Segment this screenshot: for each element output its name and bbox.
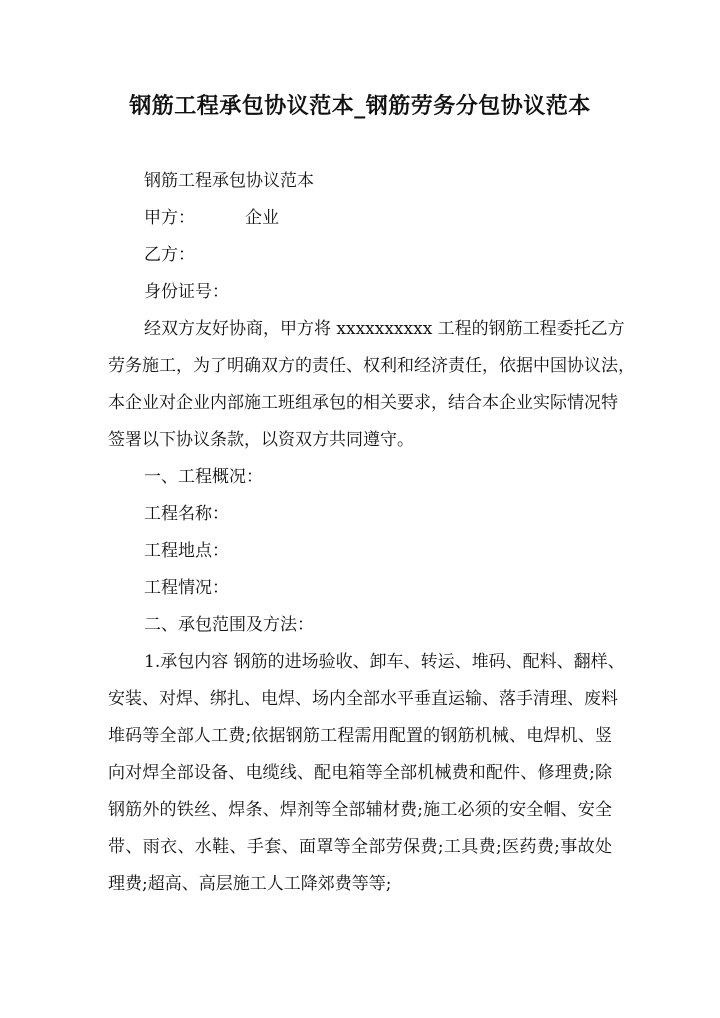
subtitle: 钢筋工程承包协议范本 bbox=[144, 171, 314, 191]
id-number-label: 身份证号： bbox=[144, 282, 229, 302]
project-name-label: 工程名称： bbox=[144, 504, 229, 524]
intro-line-2: 劳务施工，为了明确双方的责任、权利和经济责任，依据中国协议法， bbox=[108, 356, 635, 376]
party-a-label: 甲方： bbox=[144, 208, 195, 228]
party-a-value: 企业 bbox=[245, 208, 279, 228]
item-1-line-7: 理费;超高、高层施工人工降郊费等等; bbox=[108, 874, 392, 894]
document-body bbox=[108, 163, 635, 903]
item-1-line-1: 1.承包内容 钢筋的进场验收、卸车、转运、堆码、配料、翻样、 bbox=[144, 652, 625, 672]
party-b-label: 乙方： bbox=[144, 245, 195, 265]
project-status-label: 工程情况： bbox=[144, 578, 229, 598]
section-2-heading: 二、承包范围及方法： bbox=[144, 615, 314, 635]
intro-line-3: 本企业对企业内部施工班组承包的相关要求，结合本企业实际情况特 bbox=[108, 393, 618, 413]
item-1-line-3: 堆码等全部人工费;依据钢筋工程需用配置的钢筋机械、电焊机、竖 bbox=[108, 726, 612, 746]
item-1-line-6: 带、雨衣、水鞋、手套、面罩等全部劳保费;工具费;医药费;事故处 bbox=[108, 837, 612, 857]
item-1-line-2: 安装、对焊、绑扎、电焊、场内全部水平垂直运输、落手清理、废料 bbox=[108, 689, 618, 709]
intro-line-1: 经双方友好协商，甲方将 xxxxxxxxxx 工程的钢筋工程委托乙方 bbox=[144, 319, 625, 339]
section-1-heading: 一、工程概况： bbox=[144, 467, 263, 487]
document-title: 钢筋工程承包协议范本_钢筋劳务分包协议范本 bbox=[129, 93, 591, 119]
intro-line-4: 签署以下协议条款，以资双方共同遵守。 bbox=[108, 430, 414, 450]
item-1-line-4: 向对焊全部设备、电缆线、配电箱等全部机械费和配件、修理费;除 bbox=[108, 763, 612, 783]
party-a-line bbox=[108, 200, 612, 237]
project-location-label: 工程地点： bbox=[144, 541, 229, 561]
item-1-line-5: 钢筋外的铁丝、焊条、焊剂等全部辅材费;施工必须的安全帽、安全 bbox=[108, 800, 612, 820]
